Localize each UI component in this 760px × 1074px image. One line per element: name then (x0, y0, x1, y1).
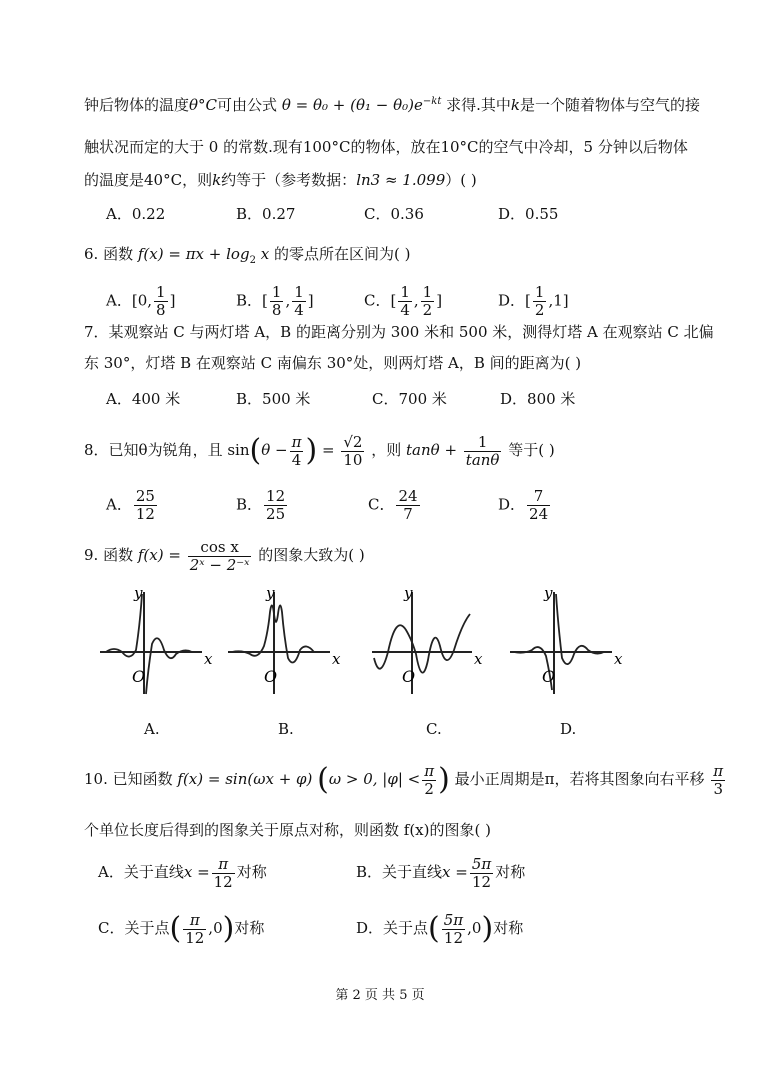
denominator: 2ˣ − 2⁻ˣ (189, 555, 250, 574)
fraction (396, 488, 419, 523)
text: θ°C (189, 96, 218, 114)
denominator: 4 (294, 301, 304, 319)
fraction (292, 284, 306, 319)
paren: ( (428, 911, 440, 946)
bracket: [ (390, 291, 397, 310)
denominator: 12 (443, 928, 463, 947)
numerator: π (212, 856, 235, 874)
denominator: 12 (471, 872, 492, 891)
label: D． (498, 291, 526, 310)
numerator: 24 (398, 487, 418, 505)
q10-line2: 个单位长度后得到的图象关于原点对称，则函数 f(x)的图象( ) (84, 821, 491, 839)
y-label: y (544, 584, 553, 602)
graph-c (372, 584, 492, 696)
fraction (470, 856, 493, 891)
equals: = (321, 441, 335, 459)
condition: ω > 0, |φ| < (328, 770, 421, 788)
paren: ) (438, 762, 450, 797)
text: 约等于（参考数据： (221, 171, 357, 189)
curve (106, 594, 198, 694)
text: 8．已知θ为锐角，且 (84, 441, 223, 459)
label: A． (106, 291, 132, 310)
q6-option-a (106, 284, 175, 319)
text: 9. 函数 (84, 546, 134, 564)
graph-a (98, 584, 218, 696)
fraction (290, 434, 304, 469)
formula: f(x) = sin(ωx + φ) (177, 770, 313, 788)
formula: θ − (261, 441, 288, 459)
fraction (212, 856, 235, 891)
text: A．关于直线 (98, 863, 184, 881)
curve (514, 594, 610, 690)
denominator: 25 (266, 505, 286, 523)
q7-option-c: C．700 米 (372, 390, 447, 408)
formula: tanθ + (406, 441, 458, 459)
q8-option-d (498, 488, 552, 523)
origin-label: O (542, 667, 556, 686)
numerator: 1 (294, 283, 304, 301)
denominator: 2 (422, 301, 433, 319)
curve (374, 614, 470, 673)
paren: ) (222, 911, 235, 946)
q10-option-a (98, 854, 267, 891)
numerator: 1 (400, 283, 410, 301)
q10-option-c (98, 908, 264, 948)
y-label: y (404, 584, 413, 602)
label: A． (106, 495, 132, 514)
denominator: 12 (185, 928, 205, 947)
text: 是一个随着物体与空气的接 (520, 96, 701, 114)
text: 对称 (236, 863, 267, 881)
paren: ( (249, 433, 262, 468)
q7-option-b: B．500 米 (236, 390, 311, 408)
formula: x = (183, 863, 210, 881)
text: k (510, 96, 521, 114)
x-label: x (332, 650, 341, 668)
denominator: 12 (213, 872, 233, 891)
denominator: 4 (291, 450, 302, 469)
graph-d-label: D. (560, 720, 577, 738)
fraction (421, 284, 435, 319)
q5-option-b: B．0.27 (236, 205, 296, 223)
text: k (212, 171, 222, 189)
numerator: π (424, 761, 435, 780)
q10-option-d (356, 908, 523, 948)
denominator: 7 (403, 505, 413, 523)
numerator: 1 (534, 283, 545, 301)
q5-option-c: C．0.36 (364, 205, 424, 223)
text: 对称 (234, 919, 265, 937)
bracket: ] (436, 291, 443, 310)
text: ,0 (467, 919, 482, 937)
answer-blank: ）( ) (445, 171, 477, 189)
label: B． (236, 495, 263, 514)
x-label: x (204, 650, 213, 668)
graph-a-label: A. (144, 720, 160, 738)
denominator: 10 (343, 450, 363, 469)
fraction (134, 488, 157, 523)
denominator: 2 (534, 301, 545, 319)
graph-c-label: C. (426, 720, 442, 738)
numerator: 5π (471, 854, 492, 873)
q5-line3 (84, 170, 477, 190)
q6-option-b (236, 284, 314, 319)
log-base: 2 (249, 255, 256, 266)
fraction (270, 284, 284, 319)
label: C． (368, 495, 395, 514)
label: D． (498, 495, 526, 514)
page-footer: 第 2 页 共 5 页 (335, 988, 425, 1003)
numerator: cos x (188, 539, 252, 557)
paren: ( (317, 762, 329, 797)
fraction (464, 434, 502, 469)
text: 最小正周期是π，若将其图象向右平移 (454, 770, 705, 788)
comma: , (285, 291, 291, 310)
text: 对称 (495, 863, 526, 881)
text: 10. 已知函数 (84, 770, 173, 788)
q5-line2: 触状况而定的大于 0 的常数.现有100°C的物体，放在10°C的空气中冷却，5 分钟以后物体 (84, 138, 688, 156)
denominator: 24 (529, 505, 549, 523)
denominator: 2 (424, 779, 434, 798)
text: ，则 (371, 441, 402, 459)
fraction (154, 284, 168, 319)
text: B．关于直线 (356, 863, 443, 881)
text: C．关于点 (98, 919, 170, 937)
q7-option-a: A．400 米 (106, 390, 181, 408)
numerator: √2 (343, 432, 363, 451)
y-label: y (134, 584, 143, 602)
origin-label: O (402, 667, 416, 686)
numerator: 12 (266, 487, 286, 505)
numerator: 5π (443, 910, 464, 929)
text: 的零点所在区间为( ) (273, 245, 411, 263)
fraction (711, 763, 725, 798)
formula: x = (442, 863, 468, 881)
q6-option-c (364, 284, 442, 319)
formula-exponent: −kt (422, 96, 442, 107)
formula: θ = θ₀ + (θ₁ − θ₀)e (281, 96, 423, 114)
fraction (188, 539, 252, 574)
text: D．关于点 (356, 919, 429, 937)
numerator: 1 (156, 283, 166, 301)
text: ,0 (208, 919, 223, 937)
numerator: 1 (422, 283, 433, 301)
x-label: x (474, 650, 483, 668)
fraction (341, 434, 364, 469)
formula: f(x) = (137, 546, 181, 564)
x-label: x (614, 650, 623, 668)
q9-stem (84, 536, 365, 574)
text: 钟后物体的温度 (84, 96, 190, 114)
y-label: y (266, 584, 275, 602)
text: 可由公式 (217, 96, 278, 114)
bracket: ] (169, 291, 176, 310)
numerator: π (713, 761, 724, 780)
numerator: 7 (527, 488, 550, 506)
denominator: 12 (135, 505, 155, 523)
origin-label: O (264, 667, 278, 686)
graph-d (508, 584, 628, 696)
q8-option-a (106, 488, 159, 523)
q6-stem (84, 244, 410, 271)
text: 的图象大致为( ) (258, 546, 365, 564)
q5-option-d: D．0.55 (498, 205, 559, 223)
q10-option-b (356, 854, 525, 891)
text: 等于( ) (508, 441, 555, 459)
text: 的温度是40°C，则 (84, 171, 213, 189)
q8-option-c (368, 488, 422, 523)
text: 求得.其中 (446, 96, 511, 114)
paren: ) (305, 433, 318, 468)
numerator: 25 (135, 487, 155, 505)
formula: x (260, 245, 270, 263)
bracket: [ (525, 291, 531, 310)
numerator: π (291, 432, 302, 451)
fraction (264, 488, 287, 523)
denominator: 8 (271, 301, 282, 319)
q7-line1: 7．某观察站 C 与两灯塔 A，B 的距离分别为 300 米和 500 米，测得灯塔 A 在观察站 C 北偏 (84, 323, 714, 341)
graph-b (228, 584, 348, 696)
q5-option-a: A．0.22 (106, 205, 166, 223)
formula: f(x) = πx + log (137, 245, 250, 263)
fraction (533, 284, 547, 319)
text: 对称 (493, 919, 524, 937)
comma: , (413, 291, 419, 310)
q10-stem (84, 758, 727, 800)
fraction (422, 763, 436, 798)
label: B． (236, 291, 263, 310)
text: 6. 函数 (84, 245, 134, 263)
q7-line2: 东 30°，灯塔 B 在观察站 C 南偏东 30°处，则两灯塔 A，B 间的距离为( ) (84, 354, 582, 372)
origin-label: O (132, 667, 146, 686)
denominator: 8 (156, 301, 166, 319)
q8-stem (84, 430, 555, 470)
label: C． (364, 291, 391, 310)
denominator: 4 (400, 301, 410, 319)
curve (232, 605, 326, 662)
q6-option-d (498, 284, 569, 319)
sin: sin (227, 441, 250, 459)
fraction (398, 284, 412, 319)
bracket: ,1] (548, 291, 569, 310)
denominator: 3 (713, 779, 723, 798)
bracket: [ (262, 291, 268, 310)
bracket: [0, (131, 291, 153, 310)
q5-line1 (84, 92, 700, 115)
numerator: 1 (464, 434, 502, 452)
fraction (442, 912, 465, 947)
paren: ( (169, 911, 182, 946)
q7-option-d: D．800 米 (500, 390, 576, 408)
bracket: ] (307, 291, 314, 310)
graph-b-label: B. (278, 720, 294, 738)
fraction (183, 912, 206, 947)
reference-data: ln3 ≈ 1.099 (356, 171, 446, 189)
fraction (527, 488, 550, 523)
q8-option-b (236, 488, 289, 523)
numerator: π (183, 912, 206, 930)
numerator: 1 (271, 283, 282, 301)
denominator: tanθ (465, 450, 500, 469)
paren: ) (481, 911, 494, 946)
